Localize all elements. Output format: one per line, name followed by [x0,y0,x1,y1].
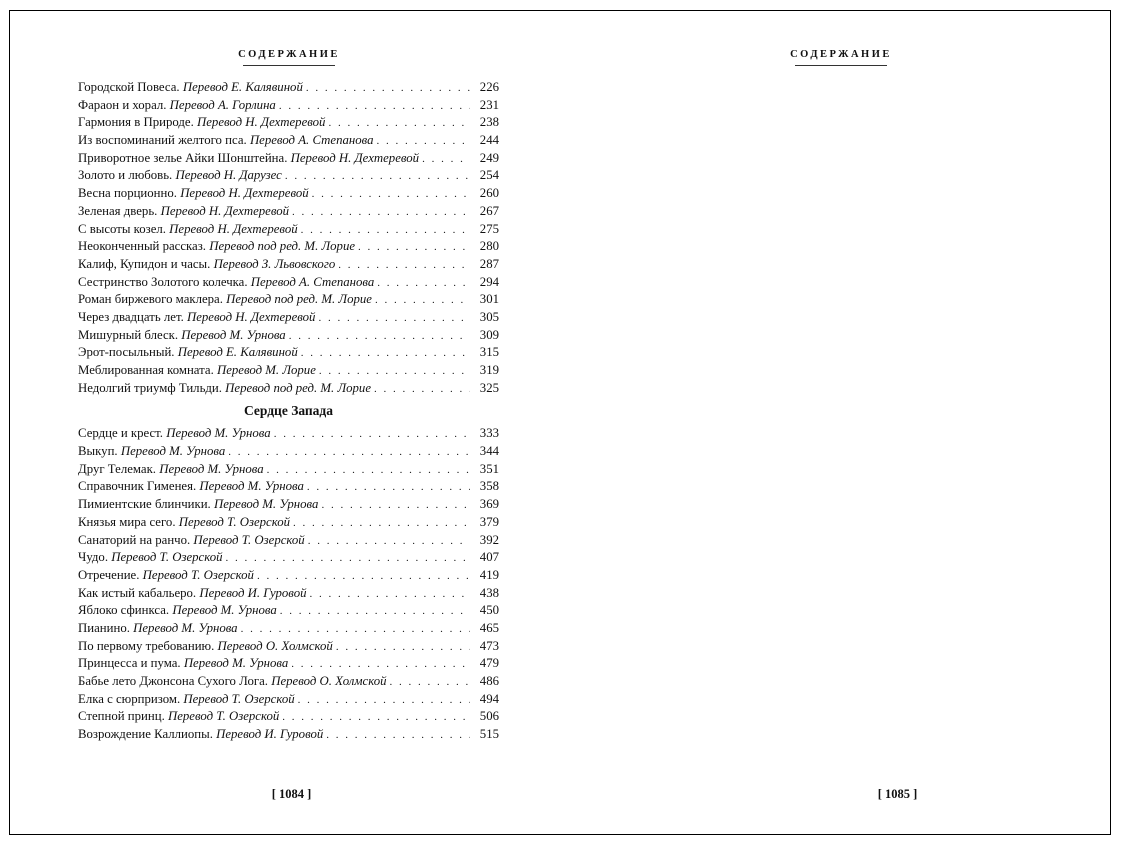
toc-entry [78,150,499,168]
dot-leader [257,568,470,586]
toc-entry [78,79,499,97]
entry-title: Елка с сюрпризом. [78,691,181,706]
section-title: Сердце Запада [243,403,333,419]
dot-leader [377,275,470,293]
entry-translator: Перевод О. Холмской [271,674,387,688]
toc-entries-section [78,425,499,743]
entry-title-line [78,567,254,585]
entry-page-number: 515 [479,727,499,742]
entry-title: Выкуп. [78,444,118,459]
entry-page-number: 473 [479,638,499,653]
entry-title: Пимиентские блинчики. [78,497,211,512]
entry-page-number: 379 [479,514,499,529]
entry-translator: Перевод А. Горлина [169,97,276,112]
entry-title-line [78,97,276,115]
entry-page-number: 333 [479,426,499,441]
toc-entry [78,673,499,691]
entry-translator: Перевод М. Урнова [199,479,304,494]
entry-page-number: 275 [479,221,499,236]
entry-translator: Перевод М. Лорие [216,363,316,377]
entry-page-number: 260 [479,186,499,201]
dot-leader [310,586,471,604]
dot-leader [319,363,470,381]
toc-entry [78,380,499,398]
entry-translator: Перевод М. Урнова [133,620,238,635]
entry-page-number: 267 [479,203,499,218]
entry-page-number: 358 [479,479,499,494]
entry-page-number: 238 [479,115,499,130]
page-number: [ 1085 ] [877,787,918,801]
toc-entry [78,602,499,620]
toc-list [78,79,499,744]
toc-entry [78,620,499,638]
entry-title-line [78,79,303,97]
dot-leader [374,381,470,399]
header-rule [795,65,887,66]
entry-title: Бабье лето Джонсона Сухого Лога. [78,674,268,688]
entry-title: Отречение. [78,567,140,582]
entry-translator: Перевод Н. Дехтеревой [160,203,290,218]
toc-entry [78,567,499,585]
dot-leader [308,533,470,551]
entry-title-line [78,443,225,461]
toc-entry [78,425,499,443]
entry-title: Из воспоминаний желтого пса. [78,133,247,148]
header-rule [243,65,335,66]
entry-page-number: 305 [479,309,499,324]
dot-leader [285,168,470,186]
entry-title-line [78,514,290,532]
entry-translator: Перевод М. Урнова [120,444,226,459]
toc-entry [78,167,499,185]
toc-entry [78,726,499,744]
dot-leader [279,98,470,116]
toc-entry [78,291,499,309]
entry-translator: Перевод М. Урнова [166,426,271,441]
running-header: СОДЕРЖАНИЕ [561,49,1121,66]
entry-page-number: 407 [479,550,499,565]
entry-title: Весна порционно. [78,186,177,201]
entry-page-number: 486 [479,674,499,688]
toc-entry [78,238,499,256]
entry-title: Калиф, Купидон и часы. [78,256,211,271]
entry-title: Роман биржевого маклера. [78,292,223,307]
entry-translator: Перевод Н. Дехтеревой [180,186,309,201]
entry-translator: Перевод Т. Озерской [142,567,254,582]
dot-leader [422,151,470,169]
toc-entry [78,514,499,532]
left-page [10,11,561,836]
entry-title: Чудо. [78,550,109,565]
entry-translator: Перевод под ред. М. Лорие [226,292,372,307]
entry-title-line [78,478,304,496]
entry-translator: Перевод М. Урнова [213,497,319,512]
toc-entry [78,256,499,274]
entry-title: Справочник Гименея. [78,479,197,494]
entry-translator: Перевод Т. Озерской [111,550,223,565]
toc-entry [78,344,499,362]
entry-title: Неоконченный рассказ. [78,239,206,254]
entry-title-line [78,726,323,744]
entry-page-number: 294 [479,274,499,289]
entry-page-number: 287 [479,256,499,271]
entry-page-number: 450 [479,603,499,618]
entry-title-line [78,638,333,656]
entry-translator: Перевод М. Урнова [159,461,264,476]
entry-title: С высоты козел. [78,221,166,236]
entry-translator: Перевод М. Урнова [183,656,289,671]
entry-translator: Перевод Н. Дехтеревой [290,150,420,165]
dot-leader [301,222,470,240]
entry-page-number: 319 [479,363,499,377]
entry-title-line [78,620,238,638]
entry-title: Пианино. [78,620,130,635]
dot-leader [282,709,470,727]
dot-leader [318,310,470,328]
entry-title: Через двадцать лет. [78,309,184,324]
toc-entry [78,461,499,479]
entry-translator: Перевод О. Холмской [217,638,333,653]
entry-translator: Перевод Н. Дехтеревой [186,309,316,324]
entry-title-line [78,655,288,673]
entry-title-line [78,327,286,345]
entry-title: Фараон и хорал. [78,97,167,112]
dot-leader [377,133,471,151]
dot-leader [293,515,470,533]
toc-entry [78,185,499,203]
entry-page-number: 419 [479,567,499,582]
dot-leader [390,674,471,692]
entry-translator: Перевод И. Гуровой [216,727,324,742]
dot-leader [289,328,470,346]
toc-entry [78,443,499,461]
entry-title-line [78,203,289,221]
entry-page-number: 231 [479,97,499,112]
entry-title-line [78,362,316,380]
entry-page-number: 249 [479,150,499,165]
entry-translator: Перевод З. Львовского [213,256,336,271]
dot-leader [358,239,470,257]
entry-page-number: 479 [479,656,499,671]
entry-title-line [78,549,223,567]
entry-title-line [78,380,371,398]
entry-title: Гармония в Природе. [78,115,194,130]
entry-title-line [78,708,279,726]
entry-title-line [78,425,271,443]
toc-entry [78,221,499,239]
right-page [561,11,1112,836]
entry-page-number: 438 [479,585,499,600]
entry-page-number: 226 [479,80,499,94]
dot-leader [280,603,470,621]
dot-leader [228,444,470,462]
entry-translator: Перевод Т. Озерской [167,709,280,724]
entry-title-line [78,496,318,514]
entry-title: По первому требованию. [78,638,215,653]
dot-leader [307,479,470,497]
book-spread [9,10,1111,835]
entry-title-line [78,185,309,203]
entry-translator: Перевод Т. Озерской [178,514,291,529]
entry-title-line [78,150,419,168]
dot-leader [291,656,470,674]
entry-title-line [78,673,387,691]
entry-title-line [78,238,355,256]
toc-entry [78,496,499,514]
page-number: [ 1084 ] [271,787,312,801]
toc-entry [78,362,499,380]
dot-leader [267,462,470,480]
toc-entry [78,478,499,496]
entry-title: Меблированная комната. [78,363,214,377]
entry-page-number: 494 [479,691,499,706]
toc-entry [78,203,499,221]
entry-translator: Перевод Н. Дарузес [175,168,282,183]
toc-entry [78,274,499,292]
entry-title: Сердце и крест. [78,426,164,441]
entry-translator: Перевод Н. Дехтеревой [197,115,326,130]
entry-page-number: 506 [479,709,499,724]
entry-page-number: 351 [479,461,499,476]
entry-title-line [78,114,325,132]
dot-leader [328,115,470,133]
toc-entries-top [78,79,499,397]
entry-title: Городской Повеса. [78,80,180,94]
entry-title: Мишурный блеск. [78,327,179,342]
toc-entry [78,114,499,132]
entry-page-number: 465 [479,620,499,635]
toc-entry [78,638,499,656]
entry-translator: Перевод А. Степанова [249,133,374,148]
entry-title: Возрождение Каллиопы. [78,727,213,742]
toc-entry [78,132,499,150]
toc-entry [78,97,499,115]
entry-title: Эрот-посыльный. [78,345,175,360]
dot-leader [274,426,470,444]
entry-page-number: 392 [479,532,499,547]
entry-title-line [78,585,307,603]
dot-leader [321,497,470,515]
entry-title: Приворотное зелье Айки Шонштейна. [78,150,288,165]
entry-title: Зеленая дверь. [78,203,158,218]
entry-title: Степной принц. [78,709,165,724]
entry-translator: Перевод Е. Калявиной [177,345,298,360]
entry-title: Князья мира сего. [78,514,176,529]
dot-leader [336,639,470,657]
dot-leader [298,692,470,710]
entry-page-number: 280 [479,239,499,254]
entry-translator: Перевод М. Урнова [172,603,277,618]
entry-translator: Перевод А. Степанова [250,274,375,289]
dot-leader [241,621,470,639]
entry-page-number: 244 [479,133,499,148]
entry-title-line [78,274,374,292]
running-header: СОДЕРЖАНИЕ [10,49,568,66]
entry-title-line [78,344,298,362]
entry-title: Недолгий триумф Тильди. [78,380,222,395]
entry-title-line [78,291,372,309]
dot-leader [306,80,470,98]
toc-entry [78,691,499,709]
entry-title: Сестринство Золотого колечка. [78,274,248,289]
entry-translator: Перевод под ред. М. Лорие [225,380,371,395]
toc-entry [78,309,499,327]
entry-title: Как истый кабальеро. [78,585,197,600]
entry-title-line [78,309,315,327]
dot-leader [292,204,470,222]
entry-title: Друг Телемак. [78,461,156,476]
entry-title-line [78,532,305,550]
entry-page-number: 315 [479,345,499,360]
entry-translator: Перевод И. Гуровой [199,585,307,600]
entry-page-number: 309 [479,327,499,342]
dot-leader [312,186,470,204]
entry-title: Золото и любовь. [78,168,173,183]
entry-translator: Перевод Т. Озерской [183,691,295,706]
entry-translator: Перевод Т. Озерской [193,532,305,547]
entry-title-line [78,256,335,274]
entry-page-number: 325 [479,380,499,395]
entry-translator: Перевод М. Урнова [181,327,286,342]
entry-title: Яблоко сфинкса. [78,603,170,618]
entry-translator: Перевод Н. Дехтеревой [169,221,298,236]
dot-leader [301,345,470,363]
entry-title-line [78,461,264,479]
dot-leader [226,550,470,568]
dot-leader [338,257,470,275]
toc-entry [78,327,499,345]
dot-leader [326,727,470,745]
dot-leader [375,292,470,310]
entry-translator: Перевод Е. Калявиной [182,80,303,94]
entry-page-number: 344 [479,444,499,459]
entry-page-number: 254 [479,168,499,183]
entry-title-line [78,132,374,150]
entry-title-line [78,602,277,620]
toc-entry [78,655,499,673]
entry-page-number: 301 [479,292,499,307]
entry-title-line [78,691,295,709]
entry-title-line [78,167,282,185]
entry-translator: Перевод под ред. М. Лорие [209,239,356,254]
toc-entry [78,532,499,550]
toc-entry [78,585,499,603]
entry-title: Санаторий на ранчо. [78,532,191,547]
entry-title-line [78,221,298,239]
entry-title: Принцесса и пума. [78,656,181,671]
entry-page-number: 369 [479,497,499,512]
toc-entry [78,708,499,726]
toc-entry [78,549,499,567]
